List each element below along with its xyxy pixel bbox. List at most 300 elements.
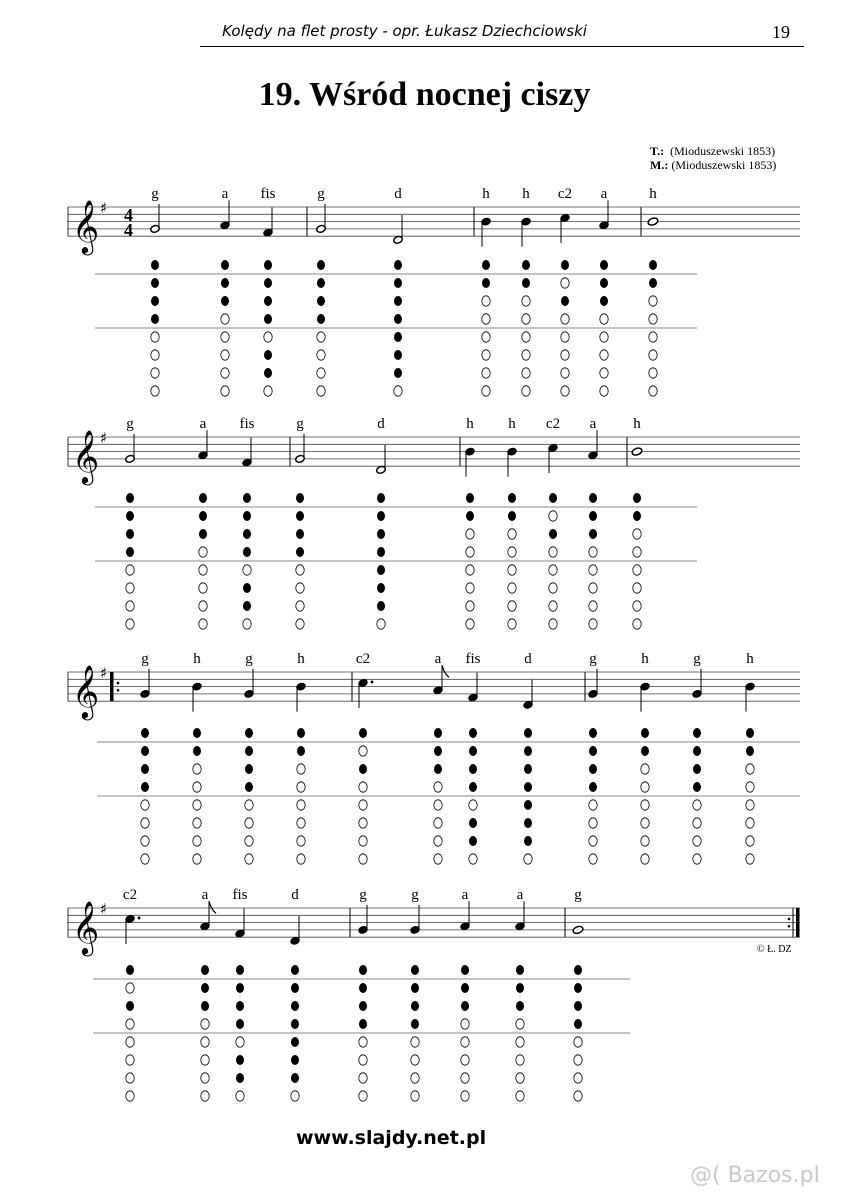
note-name: a — [516, 887, 524, 903]
open-hole-icon — [141, 854, 149, 864]
note-name: g — [317, 186, 325, 202]
open-hole-icon — [296, 601, 304, 611]
open-hole-icon — [641, 836, 649, 846]
note-name: g — [141, 651, 149, 667]
note-name: g — [693, 651, 701, 667]
eighth-flag — [209, 901, 216, 913]
open-hole-icon — [359, 1073, 367, 1083]
open-hole-icon — [245, 800, 253, 810]
open-hole-icon — [359, 1055, 367, 1065]
open-hole-icon — [522, 386, 530, 396]
open-hole-icon — [693, 836, 701, 846]
closed-hole-icon — [243, 511, 251, 521]
open-hole-icon — [561, 332, 569, 342]
open-hole-icon — [649, 386, 657, 396]
note-name: g — [411, 887, 419, 903]
open-hole-icon — [297, 818, 305, 828]
closed-hole-icon — [482, 260, 490, 270]
closed-hole-icon — [516, 983, 524, 993]
open-hole-icon — [746, 764, 754, 774]
header-title: Kolędy na flet prosty - opr. Łukasz Dziechciowski — [222, 22, 587, 40]
note-name: h — [466, 416, 474, 432]
note — [507, 416, 517, 629]
closed-hole-icon — [317, 260, 325, 270]
open-hole-icon — [469, 800, 477, 810]
closed-hole-icon — [516, 965, 524, 975]
open-hole-icon — [297, 854, 305, 864]
open-hole-icon — [561, 386, 569, 396]
open-hole-icon — [641, 764, 649, 774]
note-name: fis — [239, 416, 255, 432]
closed-hole-icon — [221, 296, 229, 306]
open-hole-icon — [466, 529, 474, 539]
closed-hole-icon — [199, 493, 207, 503]
closed-hole-icon — [151, 278, 159, 288]
closed-hole-icon — [236, 965, 244, 975]
open-hole-icon — [522, 332, 530, 342]
note-name: h — [297, 651, 305, 667]
open-hole-icon — [236, 1037, 244, 1047]
note — [125, 416, 135, 629]
open-hole-icon — [522, 296, 530, 306]
closed-hole-icon — [574, 1001, 582, 1011]
time-signature: 4 — [124, 220, 133, 240]
open-hole-icon — [549, 547, 557, 557]
closed-hole-icon — [317, 314, 325, 324]
closed-hole-icon — [243, 493, 251, 503]
closed-hole-icon — [394, 260, 402, 270]
note — [558, 186, 572, 396]
closed-hole-icon — [600, 260, 608, 270]
open-hole-icon — [600, 314, 608, 324]
closed-hole-icon — [600, 296, 608, 306]
open-hole-icon — [522, 314, 530, 324]
open-hole-icon — [589, 836, 597, 846]
augmentation-dot — [138, 917, 141, 920]
closed-hole-icon — [236, 1019, 244, 1029]
open-hole-icon — [411, 1055, 419, 1065]
open-hole-icon — [126, 619, 134, 629]
note-name: h — [193, 651, 201, 667]
open-hole-icon — [317, 350, 325, 360]
open-hole-icon — [508, 619, 516, 629]
open-hole-icon — [434, 836, 442, 846]
open-hole-icon — [574, 1037, 582, 1047]
open-hole-icon — [126, 601, 134, 611]
closed-hole-icon — [461, 1001, 469, 1011]
closed-hole-icon — [264, 278, 272, 288]
open-hole-icon — [359, 854, 367, 864]
open-hole-icon — [466, 601, 474, 611]
open-hole-icon — [516, 1019, 524, 1029]
open-hole-icon — [291, 1091, 299, 1101]
note-name: h — [482, 186, 490, 202]
open-hole-icon — [434, 782, 442, 792]
open-hole-icon — [649, 368, 657, 378]
open-hole-icon — [359, 836, 367, 846]
open-hole-icon — [693, 854, 701, 864]
note — [200, 887, 216, 1101]
closed-hole-icon — [291, 1001, 299, 1011]
sharp-key-signature: ♯ — [100, 429, 108, 447]
note — [393, 186, 403, 396]
closed-hole-icon — [126, 529, 134, 539]
closed-hole-icon — [649, 278, 657, 288]
closed-hole-icon — [469, 746, 477, 756]
open-hole-icon — [201, 1019, 209, 1029]
closed-hole-icon — [589, 529, 597, 539]
notehead — [572, 925, 584, 934]
note — [244, 651, 254, 864]
note — [521, 186, 531, 396]
open-hole-icon — [549, 619, 557, 629]
closed-hole-icon — [126, 511, 134, 521]
closed-hole-icon — [317, 296, 325, 306]
closed-hole-icon — [524, 764, 532, 774]
open-hole-icon — [151, 350, 159, 360]
open-hole-icon — [746, 836, 754, 846]
open-hole-icon — [126, 565, 134, 575]
closed-hole-icon — [201, 965, 209, 975]
open-hole-icon — [264, 386, 272, 396]
closed-hole-icon — [524, 800, 532, 810]
open-hole-icon — [394, 386, 402, 396]
repeat-dot — [788, 918, 791, 921]
note — [640, 651, 650, 864]
closed-hole-icon — [296, 511, 304, 521]
closed-hole-icon — [411, 1001, 419, 1011]
notehead — [631, 447, 643, 456]
open-hole-icon — [201, 1055, 209, 1065]
closed-hole-icon — [469, 728, 477, 738]
note-name: g — [126, 416, 134, 432]
closed-hole-icon — [245, 746, 253, 756]
open-hole-icon — [600, 350, 608, 360]
note-name: g — [589, 651, 597, 667]
closed-hole-icon — [377, 565, 385, 575]
closed-hole-icon — [151, 260, 159, 270]
closed-hole-icon — [243, 529, 251, 539]
closed-hole-icon — [377, 493, 385, 503]
open-hole-icon — [482, 296, 490, 306]
time-signature: 4 — [124, 205, 133, 225]
open-hole-icon — [317, 386, 325, 396]
closed-hole-icon — [394, 314, 402, 324]
note — [433, 651, 449, 864]
closed-hole-icon — [236, 1001, 244, 1011]
open-hole-icon — [201, 1073, 209, 1083]
sharp-key-signature: ♯ — [100, 664, 108, 682]
note-name: c2 — [545, 416, 561, 432]
open-hole-icon — [126, 1055, 134, 1065]
open-hole-icon — [434, 800, 442, 810]
open-hole-icon — [199, 565, 207, 575]
closed-hole-icon — [317, 278, 325, 288]
closed-hole-icon — [359, 965, 367, 975]
open-hole-icon — [549, 583, 557, 593]
closed-hole-icon — [291, 1055, 299, 1065]
open-hole-icon — [141, 800, 149, 810]
note — [220, 186, 230, 396]
open-hole-icon — [199, 601, 207, 611]
open-hole-icon — [411, 1073, 419, 1083]
open-hole-icon — [221, 332, 229, 342]
open-hole-icon — [243, 619, 251, 629]
closed-hole-icon — [589, 746, 597, 756]
closed-hole-icon — [193, 746, 201, 756]
open-hole-icon — [641, 854, 649, 864]
eighth-flag — [442, 665, 449, 677]
closed-hole-icon — [524, 818, 532, 828]
open-hole-icon — [126, 583, 134, 593]
website-link[interactable]: www.slajdy.net.pl — [296, 1127, 487, 1149]
closed-hole-icon — [411, 1019, 419, 1029]
watermark: @( Bazos.pl — [690, 1163, 820, 1188]
note — [572, 887, 584, 1101]
open-hole-icon — [193, 854, 201, 864]
note-name: g — [245, 651, 253, 667]
closed-hole-icon — [236, 1073, 244, 1083]
note-name: d — [524, 651, 532, 667]
treble-clef-icon: 𝄞 — [72, 429, 100, 484]
note — [356, 651, 373, 864]
open-hole-icon — [600, 332, 608, 342]
open-hole-icon — [482, 332, 490, 342]
open-hole-icon — [245, 836, 253, 846]
open-hole-icon — [377, 619, 385, 629]
repeat-end-barline — [796, 908, 800, 937]
note-name: c2 — [557, 186, 573, 202]
closed-hole-icon — [693, 728, 701, 738]
treble-clef-icon: 𝄞 — [72, 900, 100, 955]
open-hole-icon — [589, 583, 597, 593]
note — [745, 651, 755, 864]
closed-hole-icon — [549, 493, 557, 503]
closed-hole-icon — [236, 983, 244, 993]
closed-hole-icon — [508, 493, 516, 503]
closed-hole-icon — [522, 278, 530, 288]
note — [123, 887, 140, 1101]
closed-hole-icon — [264, 350, 272, 360]
open-hole-icon — [508, 565, 516, 575]
closed-hole-icon — [193, 728, 201, 738]
open-hole-icon — [649, 332, 657, 342]
open-hole-icon — [516, 1037, 524, 1047]
open-hole-icon — [746, 800, 754, 810]
closed-hole-icon — [394, 368, 402, 378]
note — [515, 887, 525, 1101]
closed-hole-icon — [561, 296, 569, 306]
open-hole-icon — [482, 350, 490, 360]
note — [140, 651, 150, 864]
note — [296, 651, 306, 864]
closed-hole-icon — [264, 368, 272, 378]
closed-hole-icon — [466, 511, 474, 521]
open-hole-icon — [126, 983, 134, 993]
closed-hole-icon — [508, 511, 516, 521]
note-name: d — [291, 887, 299, 903]
closed-hole-icon — [524, 836, 532, 846]
open-hole-icon — [561, 314, 569, 324]
note — [588, 416, 598, 629]
repeat-dot — [117, 682, 120, 685]
open-hole-icon — [649, 296, 657, 306]
open-hole-icon — [193, 836, 201, 846]
note-name: h — [522, 186, 530, 202]
closed-hole-icon — [264, 314, 272, 324]
open-hole-icon — [649, 314, 657, 324]
closed-hole-icon — [589, 764, 597, 774]
note-name: h — [508, 416, 516, 432]
open-hole-icon — [461, 1019, 469, 1029]
open-hole-icon — [600, 386, 608, 396]
closed-hole-icon — [126, 493, 134, 503]
open-hole-icon — [746, 782, 754, 792]
open-hole-icon — [199, 583, 207, 593]
open-hole-icon — [151, 332, 159, 342]
open-hole-icon — [151, 386, 159, 396]
music-credit: M.: (Mioduszewski 1853) — [650, 158, 777, 172]
closed-hole-icon — [589, 728, 597, 738]
open-hole-icon — [522, 350, 530, 360]
note-name: a — [461, 887, 469, 903]
closed-hole-icon — [359, 1001, 367, 1011]
open-hole-icon — [126, 1037, 134, 1047]
open-hole-icon — [411, 1037, 419, 1047]
open-hole-icon — [633, 529, 641, 539]
note — [588, 651, 598, 864]
closed-hole-icon — [243, 583, 251, 593]
note-name: g — [359, 887, 367, 903]
open-hole-icon — [508, 547, 516, 557]
note — [692, 651, 702, 864]
open-hole-icon — [549, 601, 557, 611]
open-hole-icon — [317, 368, 325, 378]
open-hole-icon — [151, 368, 159, 378]
repeat-dot — [117, 689, 120, 692]
note-name: a — [199, 416, 207, 432]
open-hole-icon — [466, 547, 474, 557]
closed-hole-icon — [359, 728, 367, 738]
note-name: g — [151, 186, 159, 202]
open-hole-icon — [516, 1091, 524, 1101]
note-name: d — [394, 186, 402, 202]
closed-hole-icon — [466, 493, 474, 503]
augmentation-dot — [371, 681, 374, 684]
closed-hole-icon — [126, 547, 134, 557]
closed-hole-icon — [141, 782, 149, 792]
note-name: h — [649, 186, 657, 202]
note-name: a — [589, 416, 597, 432]
music-system — [68, 651, 800, 864]
note-name: c2 — [355, 651, 371, 667]
open-hole-icon — [201, 1037, 209, 1047]
open-hole-icon — [746, 854, 754, 864]
closed-hole-icon — [377, 547, 385, 557]
note-name: g — [574, 887, 582, 903]
open-hole-icon — [589, 547, 597, 557]
closed-hole-icon — [291, 1019, 299, 1029]
open-hole-icon — [589, 818, 597, 828]
open-hole-icon — [126, 1073, 134, 1083]
open-hole-icon — [359, 818, 367, 828]
open-hole-icon — [221, 314, 229, 324]
open-hole-icon — [461, 1091, 469, 1101]
closed-hole-icon — [482, 278, 490, 288]
note — [198, 416, 208, 629]
open-hole-icon — [561, 278, 569, 288]
closed-hole-icon — [561, 260, 569, 270]
closed-hole-icon — [633, 511, 641, 521]
closed-hole-icon — [469, 836, 477, 846]
note — [261, 186, 276, 396]
closed-hole-icon — [359, 764, 367, 774]
closed-hole-icon — [394, 278, 402, 288]
closed-hole-icon — [291, 983, 299, 993]
music-system — [68, 887, 800, 1101]
open-hole-icon — [641, 782, 649, 792]
open-hole-icon — [649, 350, 657, 360]
closed-hole-icon — [411, 983, 419, 993]
open-hole-icon — [482, 386, 490, 396]
closed-hole-icon — [377, 511, 385, 521]
closed-hole-icon — [524, 728, 532, 738]
closed-hole-icon — [291, 965, 299, 975]
open-hole-icon — [633, 547, 641, 557]
closed-hole-icon — [746, 746, 754, 756]
closed-hole-icon — [245, 782, 253, 792]
closed-hole-icon — [151, 314, 159, 324]
open-hole-icon — [524, 854, 532, 864]
open-hole-icon — [466, 565, 474, 575]
open-hole-icon — [589, 800, 597, 810]
open-hole-icon — [411, 1091, 419, 1101]
closed-hole-icon — [291, 1037, 299, 1047]
note — [523, 651, 533, 864]
open-hole-icon — [633, 583, 641, 593]
note — [466, 651, 481, 864]
note — [290, 887, 300, 1101]
open-hole-icon — [482, 314, 490, 324]
open-hole-icon — [589, 565, 597, 575]
note-name: d — [377, 416, 385, 432]
open-hole-icon — [193, 818, 201, 828]
closed-hole-icon — [516, 1001, 524, 1011]
closed-hole-icon — [522, 260, 530, 270]
closed-hole-icon — [693, 764, 701, 774]
note-name: fis — [465, 651, 481, 667]
closed-hole-icon — [296, 547, 304, 557]
note-name: fis — [260, 186, 276, 202]
repeat-start-barline — [110, 672, 114, 701]
closed-hole-icon — [221, 260, 229, 270]
open-hole-icon — [359, 782, 367, 792]
note-name: c2 — [122, 887, 138, 903]
open-hole-icon — [193, 782, 201, 792]
open-hole-icon — [221, 368, 229, 378]
closed-hole-icon — [411, 965, 419, 975]
note-name: h — [633, 416, 641, 432]
closed-hole-icon — [201, 983, 209, 993]
open-hole-icon — [574, 1055, 582, 1065]
closed-hole-icon — [693, 746, 701, 756]
open-hole-icon — [126, 1019, 134, 1029]
open-hole-icon — [482, 368, 490, 378]
open-hole-icon — [359, 1091, 367, 1101]
note — [316, 186, 326, 396]
closed-hole-icon — [377, 601, 385, 611]
closed-hole-icon — [126, 1001, 134, 1011]
